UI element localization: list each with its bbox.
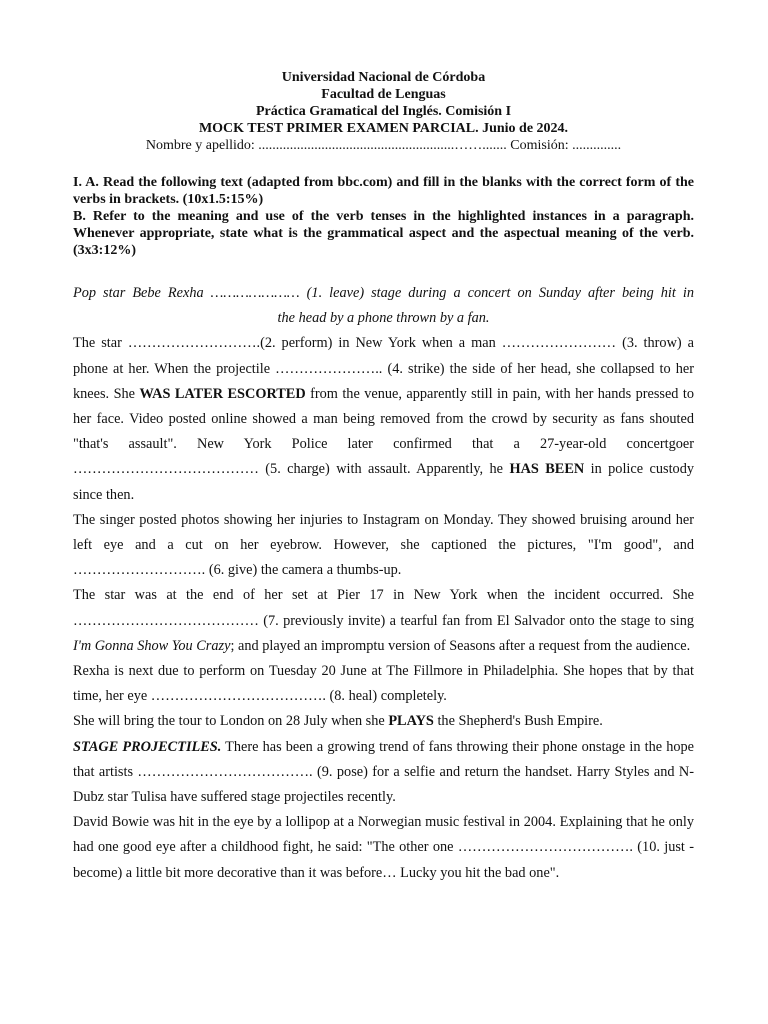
- stage-projectiles-heading: STAGE PROJECTILES.: [73, 738, 222, 755]
- exercise-text: [73, 281, 694, 886]
- paragraph-3-part-a: The star was at the end of her set at Pier 17 in New York when the incident occurred. She ………………………………… (7. previously invite) a tearful fan from El Salvador onto the stage to sing: [73, 587, 694, 629]
- name-and-commission-line: Nombre y apellido: ........................................................……....... Comisión: ..............: [145, 138, 622, 153]
- paragraph-1: [73, 331, 694, 507]
- paragraph-1-part-a: The star ……………………….(2. perform) in New York when a man …………………… (3. throw) a phone at her. When the projectile ………………….. (4. strike) the side of her head, she collapsed to her knees. She: [73, 335, 694, 402]
- paragraph-1-part-b: from the venue, apparently still in pain, with her hands pressed to her face. Video posted online showed a man being removed from the crowd by security as fans shouted "that's assault". New York Police later confirmed that a 27-year-old concertgoer ………………………………… (5. charge) with assault. Apparently, he: [73, 385, 695, 478]
- instructions: [73, 174, 694, 259]
- course-name: Práctica Gramatical del Inglés. Comisión I: [255, 104, 512, 119]
- paragraph-6: [73, 735, 694, 811]
- university-name: Universidad Nacional de Córdoba: [281, 70, 486, 85]
- instruction-a: I. A. Read the following text (adapted from bbc.com) and fill in the blanks with the correct form of the verbs in brackets. (10x1.5:15%): [73, 175, 694, 207]
- song-title: I'm Gonna Show You Crazy: [73, 637, 231, 654]
- paragraph-5: [73, 709, 694, 734]
- paragraph-7: David Bowie was hit in the eye by a lollipop at a Norwegian music festival in 2004. Explaining that he only had one good eye after a childhood fight, he said: "The other one ………………………………. (10. just - become) a little bit more decorative than it was before… Lucky you hit the bad one".: [73, 814, 694, 881]
- paragraph-4: Rexha is next due to perform on Tuesday 20 June at The Fillmore in Philadelphia. She hopes that by that time, her eye ………………………………. (8. heal) completely.: [73, 663, 694, 705]
- paragraph-5-part-a: She will bring the tour to London on 28 July when she: [73, 713, 389, 730]
- highlight-has-been: HAS BEEN: [509, 461, 585, 478]
- instruction-b: B. Refer to the meaning and use of the verb tenses in the highlighted instances in a paragraph. Whenever appropriate, state what is the grammatical aspect and the aspectual meaning of the verb. (3x3:12%): [73, 209, 694, 258]
- paragraph-3: [73, 583, 694, 659]
- highlight-was-later-escorted: WAS LATER ESCORTED: [139, 385, 306, 402]
- lead-line-2: the head by a phone thrown by a fan.: [277, 310, 490, 327]
- lead-line-1: Pop star Bebe Rexha ………………… (1. leave) stage during a concert on Sunday after being hit in: [73, 285, 694, 301]
- paragraph-5-part-b: the Shepherd's Bush Empire.: [433, 713, 603, 730]
- paragraph-6-body: There has been a growing trend of fans throwing their phone onstage in the hope that artists ………………………………. (9. pose) for a selfie and return the handset. Harry Styles and N-Dubz star Tulisa have suffered stage projectiles recently.: [73, 738, 694, 806]
- paragraph-3-part-b: ; and played an impromptu version of Seasons after a request from the audience.: [230, 637, 691, 654]
- paragraph-1-part-c: in police custody since then.: [73, 461, 694, 503]
- exam-title: MOCK TEST PRIMER EXAMEN PARCIAL. Junio de 2024.: [198, 121, 569, 136]
- paragraph-2: The singer posted photos showing her injuries to Instagram on Monday. They showed bruising around her left eye and a cut on her eyebrow. However, she captioned the pictures, "I'm good", and ………………………. (6. give) the camera a thumbs-up.: [73, 511, 694, 579]
- highlight-plays: PLAYS: [388, 713, 434, 730]
- faculty-name: Facultad de Lenguas: [321, 87, 446, 102]
- exam-header: [73, 69, 694, 154]
